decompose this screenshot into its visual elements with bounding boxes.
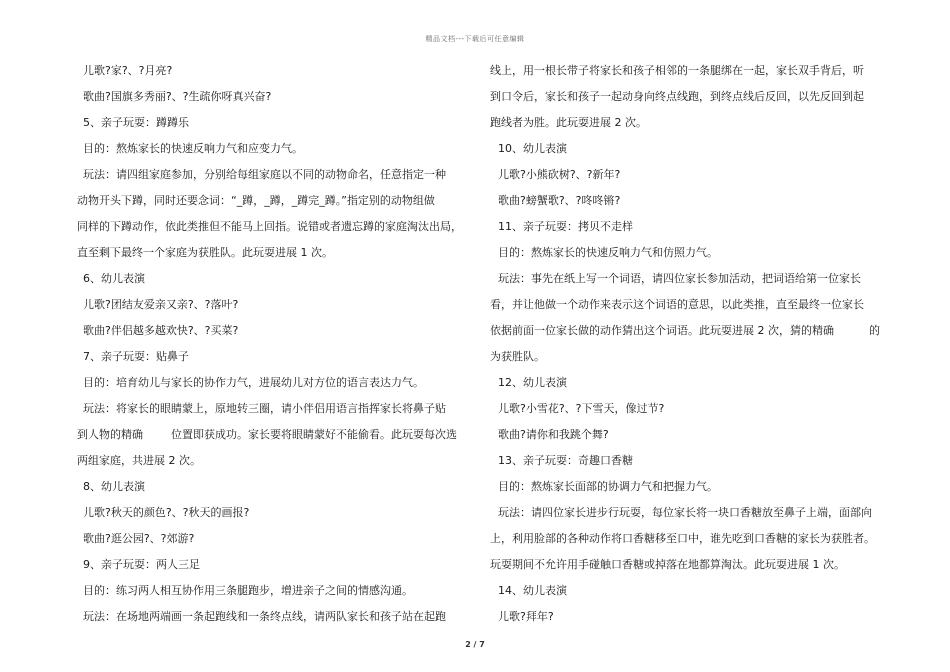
text-line: 歌曲?国旗多秀丽?、?生疏你呀真兴奋? xyxy=(83,90,272,103)
text-line: 歌曲?螃蟹歌?、?咚咚锵? xyxy=(498,194,621,207)
text-line: 玩法：请四位家长进步行玩耍，每位家长将一块口香糖放至鼻子上端，面部向 xyxy=(498,506,872,519)
section-heading: 5、亲子玩耍：蹲蹲乐 xyxy=(83,116,189,129)
section-heading: 9、亲子玩耍：两人三足 xyxy=(83,558,200,571)
text-line: 玩法：在场地两端画一条起跑线和一条终点线，请两队家长和孩子站在起跑 xyxy=(83,610,446,623)
text-line: 直至剩下最终一个家庭为获胜队。此玩耍进展 1 次。 xyxy=(77,246,333,259)
text-line: 玩法：请四组家庭参加，分别给每组家庭以不同的动物命名，任意指定一种 xyxy=(83,168,446,181)
text-line: 歌曲?逛公园?、?郊游? xyxy=(83,532,195,545)
text-line: 目的：熬炼家长的快速反响力气和应变力气。 xyxy=(83,142,303,155)
left-column xyxy=(77,58,468,630)
section-heading: 13、亲子玩耍：奇趣口香糖 xyxy=(498,454,633,467)
text-line: 同样的下蹲动作，依此类推但不能马上回指。说错或者遗忘蹲的家庭淘汰出局， xyxy=(77,220,462,233)
text-line: 儿歌?小雪花?、?下雪天，像过节? xyxy=(498,402,665,415)
section-heading: 12、幼儿表演 xyxy=(498,376,567,389)
page-header: 精品文档---下载后可任意编辑 xyxy=(425,35,525,43)
text-line: 儿歌?家?、?月亮? xyxy=(83,64,173,77)
text-line: 看，并让他做一个动作来表示这个词语的意思，以此类推，直至最终一位家长 xyxy=(490,298,864,311)
text-line: 到人物的精确 位置即获成功。家长要将眼睛蒙好不能偷看。此玩耍每次选 xyxy=(77,428,457,441)
text-line: 玩法：将家长的眼睛蒙上，原地转三圈，请小伴侣用语言指挥家长将鼻子贴 xyxy=(83,402,446,415)
section-heading: 7、亲子玩耍：贴鼻子 xyxy=(83,350,189,363)
text-line: 儿歌?团结友爱亲又亲?、?落叶? xyxy=(83,298,239,311)
text-line: 动物开头下蹲，同时还要念词：“_蹲，_蹲，_蹲完_蹲。”指定别的动物组做 xyxy=(77,194,435,207)
text-line: 儿歌?秋天的颜色?、?秋天的画报? xyxy=(83,506,250,519)
section-heading: 11、亲子玩耍：拷贝不走样 xyxy=(498,220,633,233)
section-heading: 6、幼儿表演 xyxy=(83,272,145,285)
text-line: 目的：熬炼家长面部的协调力气和把握力气。 xyxy=(498,480,718,493)
text-line: 为获胜队。 xyxy=(490,350,545,363)
text-line: 歌曲?伴侣越多越欢快?、?买菜? xyxy=(83,324,239,337)
page-number: 2 / 7 xyxy=(465,640,485,649)
text-line: 玩法：事先在纸上写一个词语，请四位家长参加活动，把词语给第一位家长 xyxy=(498,272,861,285)
right-column xyxy=(490,58,880,630)
section-heading: 10、幼儿表演 xyxy=(498,142,567,155)
section-heading: 14、幼儿表演 xyxy=(498,584,567,597)
text-line: 到口令后，家长和孩子一起动身向终点线跑，到终点线后反回，以先反回到起 xyxy=(490,90,864,103)
text-line: 儿歌?小熊砍树?、?新年? xyxy=(498,168,621,181)
text-line: 线上，用一根长带子将家长和孩子相邻的一条腿绑在一起，家长双手背后，听 xyxy=(490,64,864,77)
text-line: 玩耍期间不允许用手碰触口香糖或掉落在地都算淘汰。此玩耍进展 1 次。 xyxy=(490,558,845,571)
text-line: 两组家庭，共进展 2 次。 xyxy=(77,454,201,467)
text-line: 儿歌?拜年? xyxy=(498,610,554,623)
text-line: 歌曲?请你和我跳个舞? xyxy=(498,428,609,441)
text-line: 跑线者为胜。此玩耍进展 2 次。 xyxy=(490,116,647,129)
text-line: 目的：熬炼家长的快速反响力气和仿照力气。 xyxy=(498,246,718,259)
text-line: 依据前面一位家长做的动作猜出这个词语。此玩耍进展 2 次，猜的精确 的 xyxy=(490,324,880,337)
text-line: 上，利用脸部的各种动作将口香糖移至口中，谁先吃到口香糖的家长为获胜者。 xyxy=(490,532,875,545)
text-line: 目的：练习两人相互协作用三条腿跑步，增进亲子之间的情感沟通。 xyxy=(83,584,413,597)
text-line: 目的：培育幼儿与家长的协作力气，进展幼儿对方位的语言表达力气。 xyxy=(83,376,424,389)
section-heading: 8、幼儿表演 xyxy=(83,480,145,493)
